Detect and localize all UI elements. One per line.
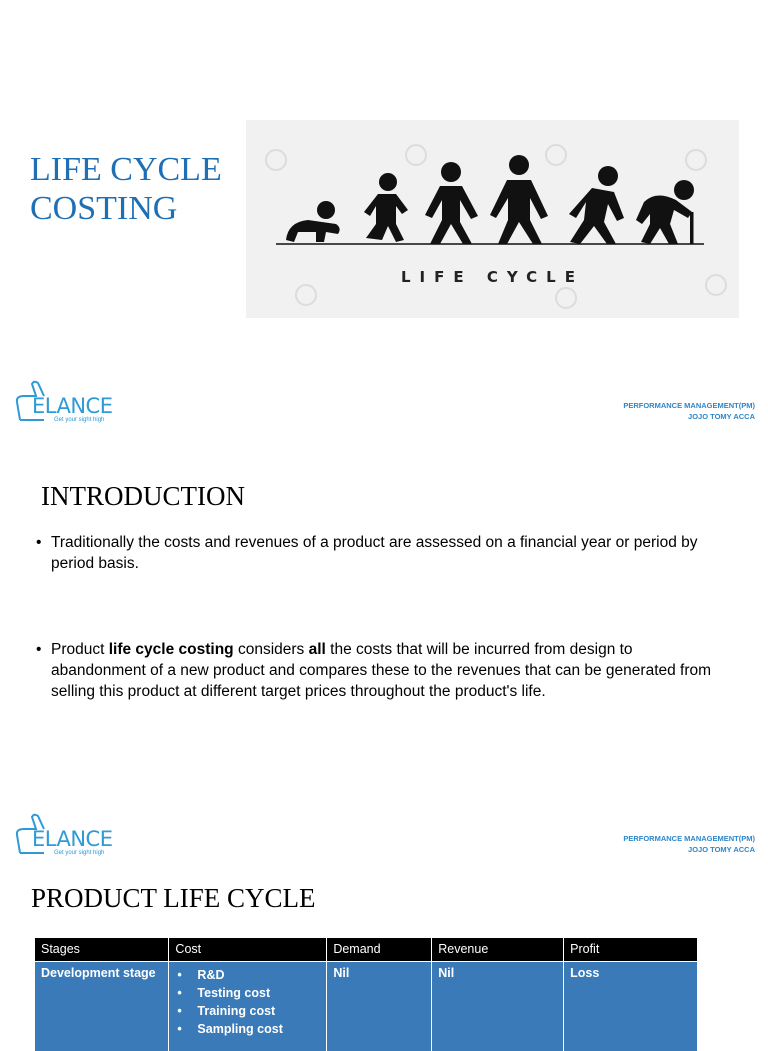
cell-profit: Loss [564, 961, 698, 1051]
title-slide [0, 0, 768, 433]
intro-heading: INTRODUCTION [41, 481, 245, 511]
title-line-2: COSTING [30, 190, 178, 227]
cost-item: • Training cost [175, 1002, 320, 1020]
life-cycle-illustration [246, 120, 739, 318]
logo-tagline: Get your sight high [54, 417, 105, 423]
life-cycle-table [35, 938, 698, 1051]
bullet2-text-1: Product [51, 641, 109, 658]
plc-heading: PRODUCT LIFE CYCLE [31, 883, 316, 913]
intro-bullet-1: • Traditionally the costs and revenues of a product are assessed on a financial year or period by period basis. [36, 532, 716, 574]
header-cost: Cost [169, 938, 327, 961]
table-header-row [35, 938, 698, 961]
cell-revenue: Nil [432, 961, 564, 1051]
logo-wordmark: ELANCE [32, 394, 113, 418]
intro-bullet-2 [36, 639, 716, 702]
introduction-slide [0, 433, 768, 866]
cost-item: • Testing cost [175, 984, 320, 1002]
slide-footer [623, 833, 755, 855]
cost-list [175, 966, 320, 1038]
bullet2-bold-2: all [308, 641, 326, 658]
footer-course: PERFORMANCE MANAGEMENT(PM) [623, 401, 755, 410]
footer-author: JOJO TOMY ACCA [688, 412, 755, 421]
header-profit: Profit [564, 938, 698, 961]
table-row [35, 961, 698, 1051]
header-demand: Demand [327, 938, 432, 961]
footer-author: JOJO TOMY ACCA [688, 845, 755, 854]
header-stages: Stages [35, 938, 169, 961]
bullet2-text-3: the costs that will be incurred from design to abandonment of a new product and compares these to the revenues that can be generated from selling this product at different target prices throughout the product's life. [51, 641, 712, 700]
cost-item: • R&D [175, 966, 320, 984]
cell-costs [169, 961, 327, 1051]
product-life-cycle-slide [0, 866, 768, 1036]
slide-title [30, 150, 222, 228]
slide-footer [623, 400, 755, 422]
cell-stage: Development stage [35, 961, 169, 1051]
bullet2-text-2: considers [233, 641, 309, 658]
logo-tagline: Get your sight high [54, 850, 105, 856]
header-revenue: Revenue [432, 938, 564, 961]
elance-logo [14, 380, 134, 426]
cell-demand: Nil [327, 961, 432, 1051]
cost-item: • Sampling cost [175, 1020, 320, 1038]
life-stages-silhouettes-icon [246, 120, 739, 318]
footer-course: PERFORMANCE MANAGEMENT(PM) [623, 834, 755, 843]
elance-logo [14, 813, 134, 859]
image-caption: LIFE CYCLE [400, 268, 584, 286]
logo-wordmark: ELANCE [32, 827, 113, 851]
bullet2-bold-1: life cycle costing [108, 641, 234, 658]
title-line-1: LIFE CYCLE [30, 151, 222, 188]
